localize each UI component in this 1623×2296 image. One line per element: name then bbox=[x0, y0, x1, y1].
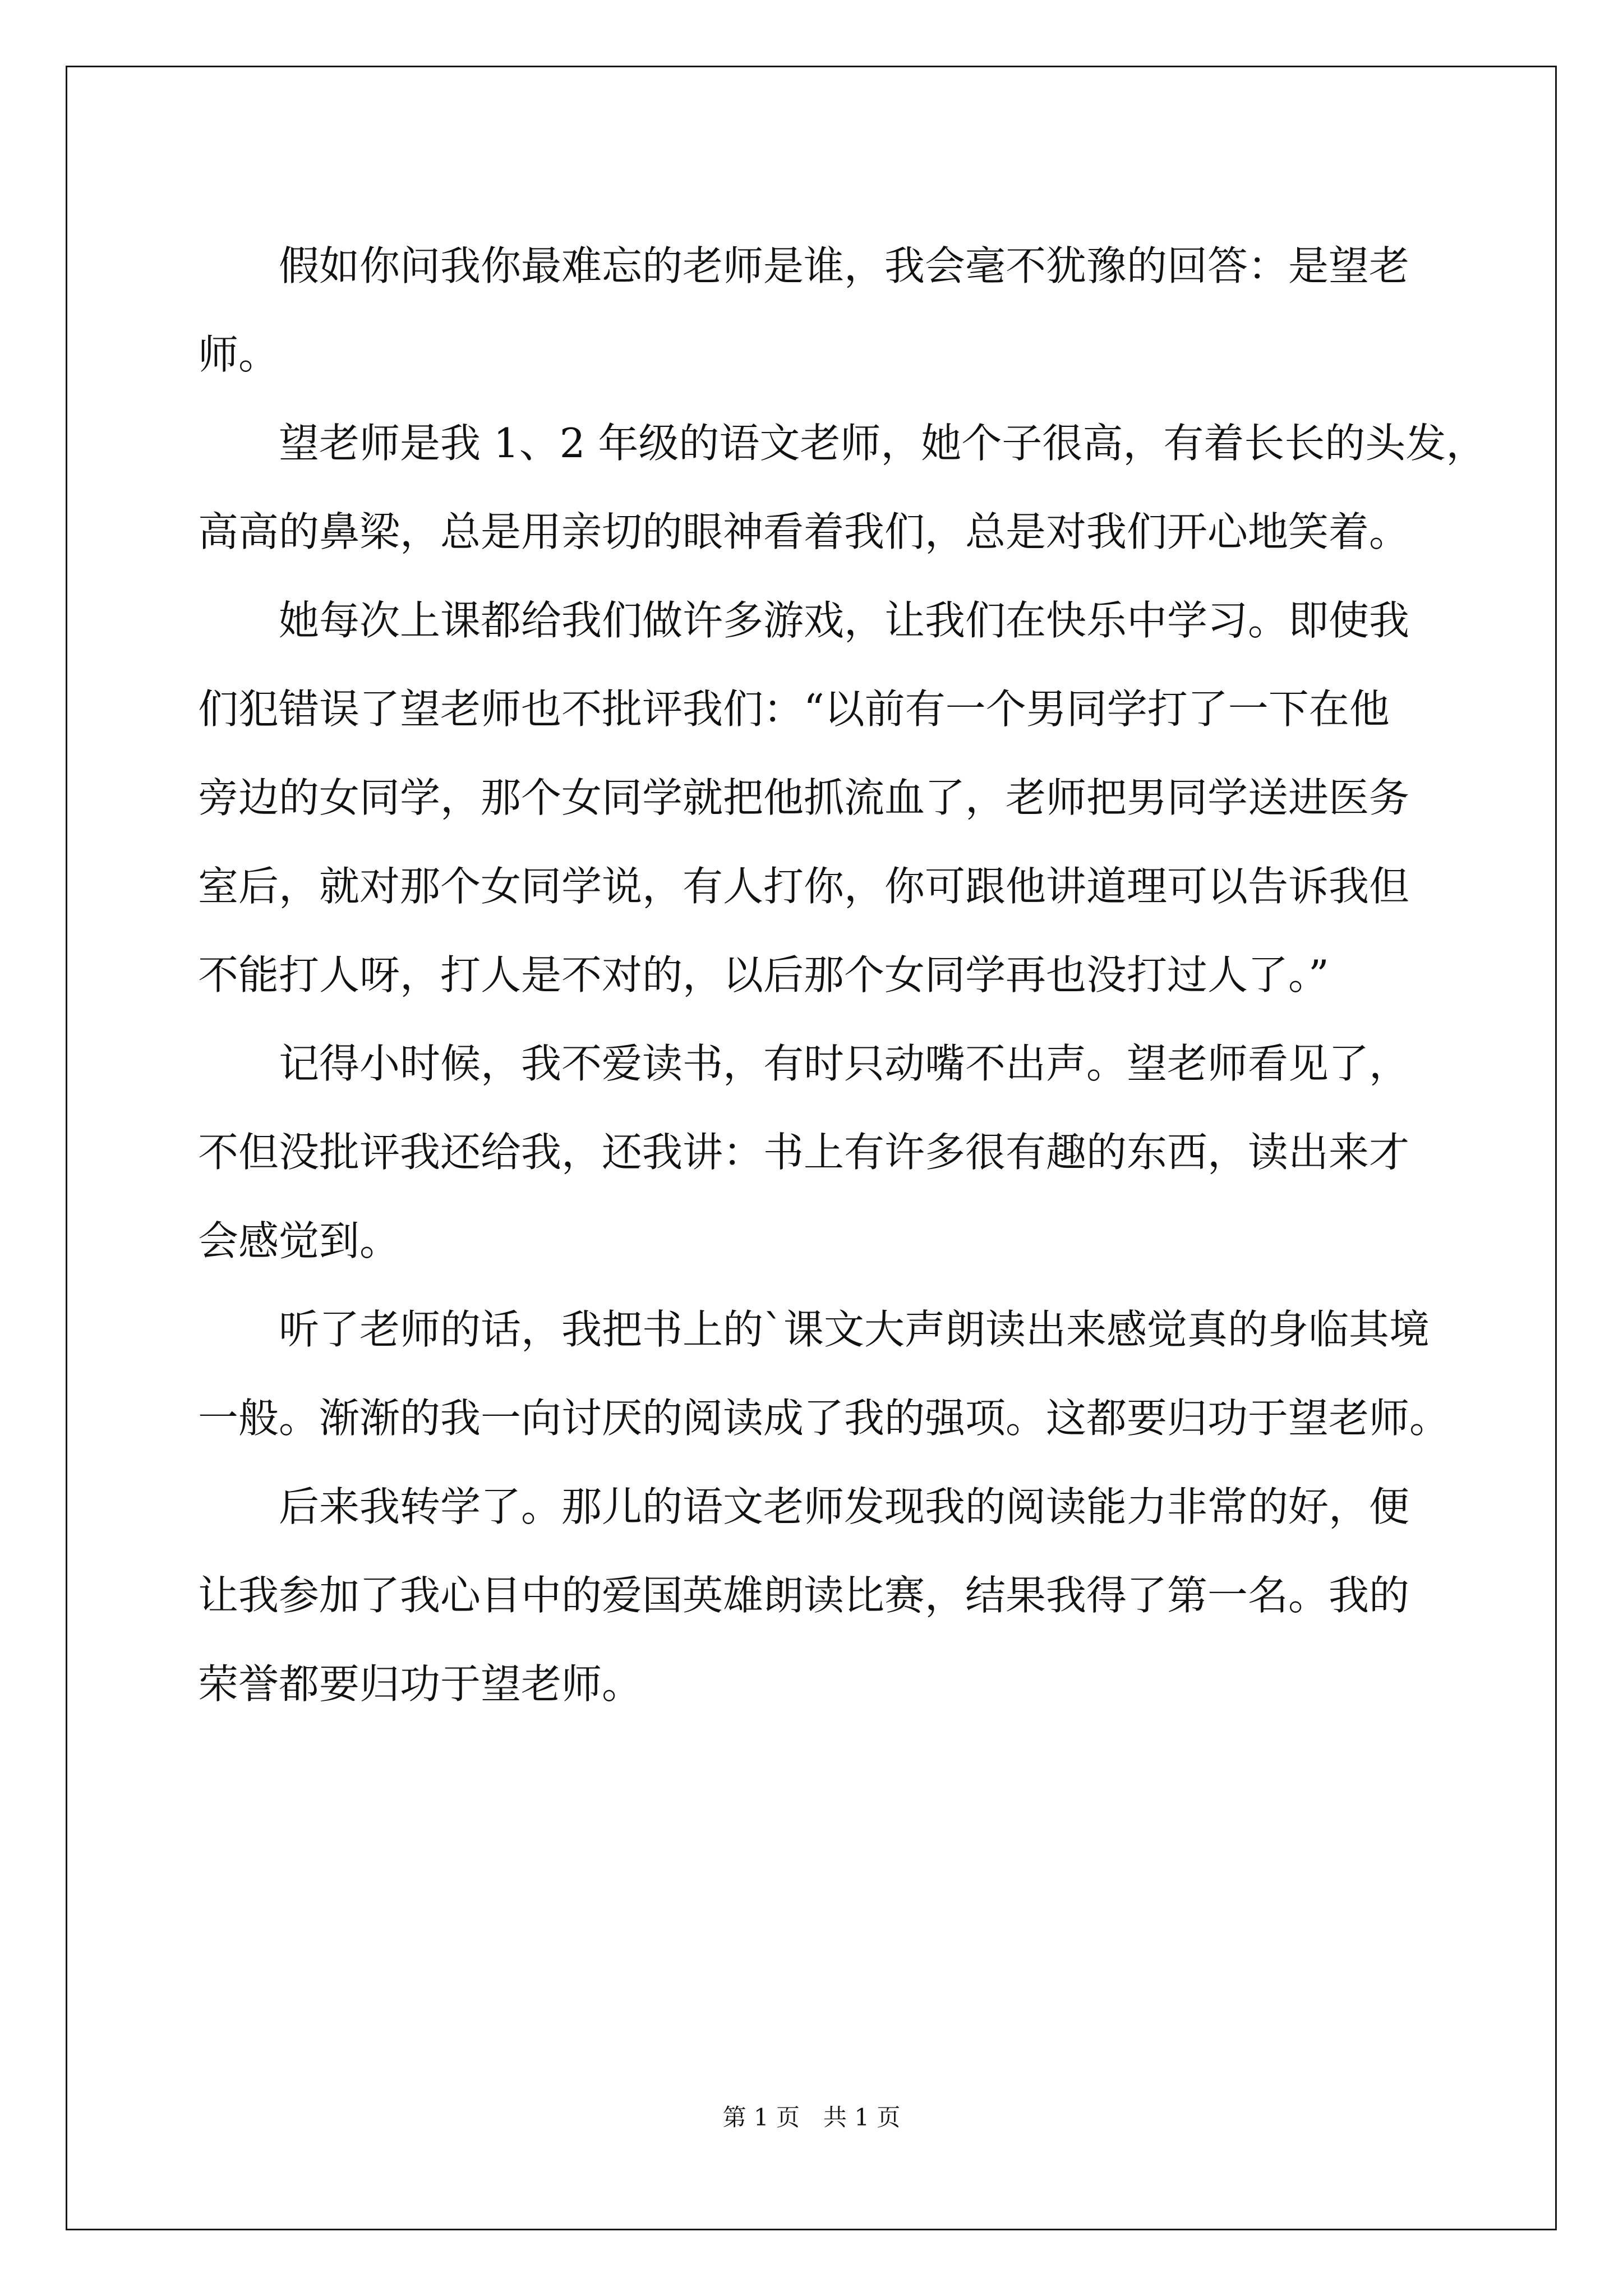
text-line: 高高的鼻梁，总是用亲切的眼神看着我们，总是对我们开心地笑着。 bbox=[198, 508, 1410, 555]
text-line: 让我参加了我心目中的爱国英雄朗读比赛，结果我得了第一名。我的 bbox=[198, 1572, 1410, 1619]
text-line: 荣誉都要归功于望老师。 bbox=[198, 1660, 643, 1708]
paragraph bbox=[198, 576, 1437, 1019]
text-line: 不能打人呀，打人是不对的，以后那个女同学再也没打过人了。” bbox=[198, 951, 1329, 999]
text-line: 会感觉到。 bbox=[198, 1217, 400, 1264]
page-footer bbox=[0, 2104, 1623, 2132]
text-line: 室后，就对那个女同学说，有人打你，你可跟他讲道理可以告诉我但 bbox=[198, 863, 1410, 910]
paragraph bbox=[198, 1019, 1437, 1285]
text-line: 师。 bbox=[198, 331, 279, 378]
page-total: 共 1 页 bbox=[823, 2104, 901, 2131]
paragraph bbox=[198, 1462, 1437, 1728]
document-body bbox=[198, 222, 1487, 1728]
text-line: 不但没批评我还给我，还我讲：书上有许多很有趣的东西，读出来才 bbox=[198, 1129, 1410, 1176]
text-line: 们犯错误了望老师也不批评我们：“以前有一个男同学打了一下在他 bbox=[198, 685, 1390, 733]
text-line: 假如你问我你最难忘的老师是谁，我会毫不犹豫的回答：是望老 bbox=[279, 242, 1410, 289]
text-line: 听了老师的话，我把书上的`课文大声朗读出来感觉真的身临其境 bbox=[279, 1306, 1430, 1353]
page-number: 第 1 页 bbox=[722, 2104, 800, 2131]
text-line: 一般。渐渐的我一向讨厌的阅读成了我的强项。这都要归功于望老师。 bbox=[198, 1395, 1450, 1442]
text-line: 后来我转学了。那儿的语文老师发现我的阅读能力非常的好，便 bbox=[279, 1483, 1410, 1530]
text-line: 旁边的女同学，那个女同学就把他抓流血了，老师把男同学送进医务 bbox=[198, 774, 1410, 821]
paragraph bbox=[198, 399, 1487, 576]
text-line: 记得小时候，我不爱读书，有时只动嘴不出声。望老师看见了， bbox=[279, 1040, 1410, 1087]
paragraph bbox=[198, 222, 1437, 399]
text-line: 望老师是我 1、2 年级的语文老师，她个子很高，有着长长的头发， bbox=[279, 420, 1487, 467]
paragraph bbox=[198, 1285, 1450, 1462]
text-line: 她每次上课都给我们做许多游戏，让我们在快乐中学习。即使我 bbox=[279, 597, 1410, 644]
